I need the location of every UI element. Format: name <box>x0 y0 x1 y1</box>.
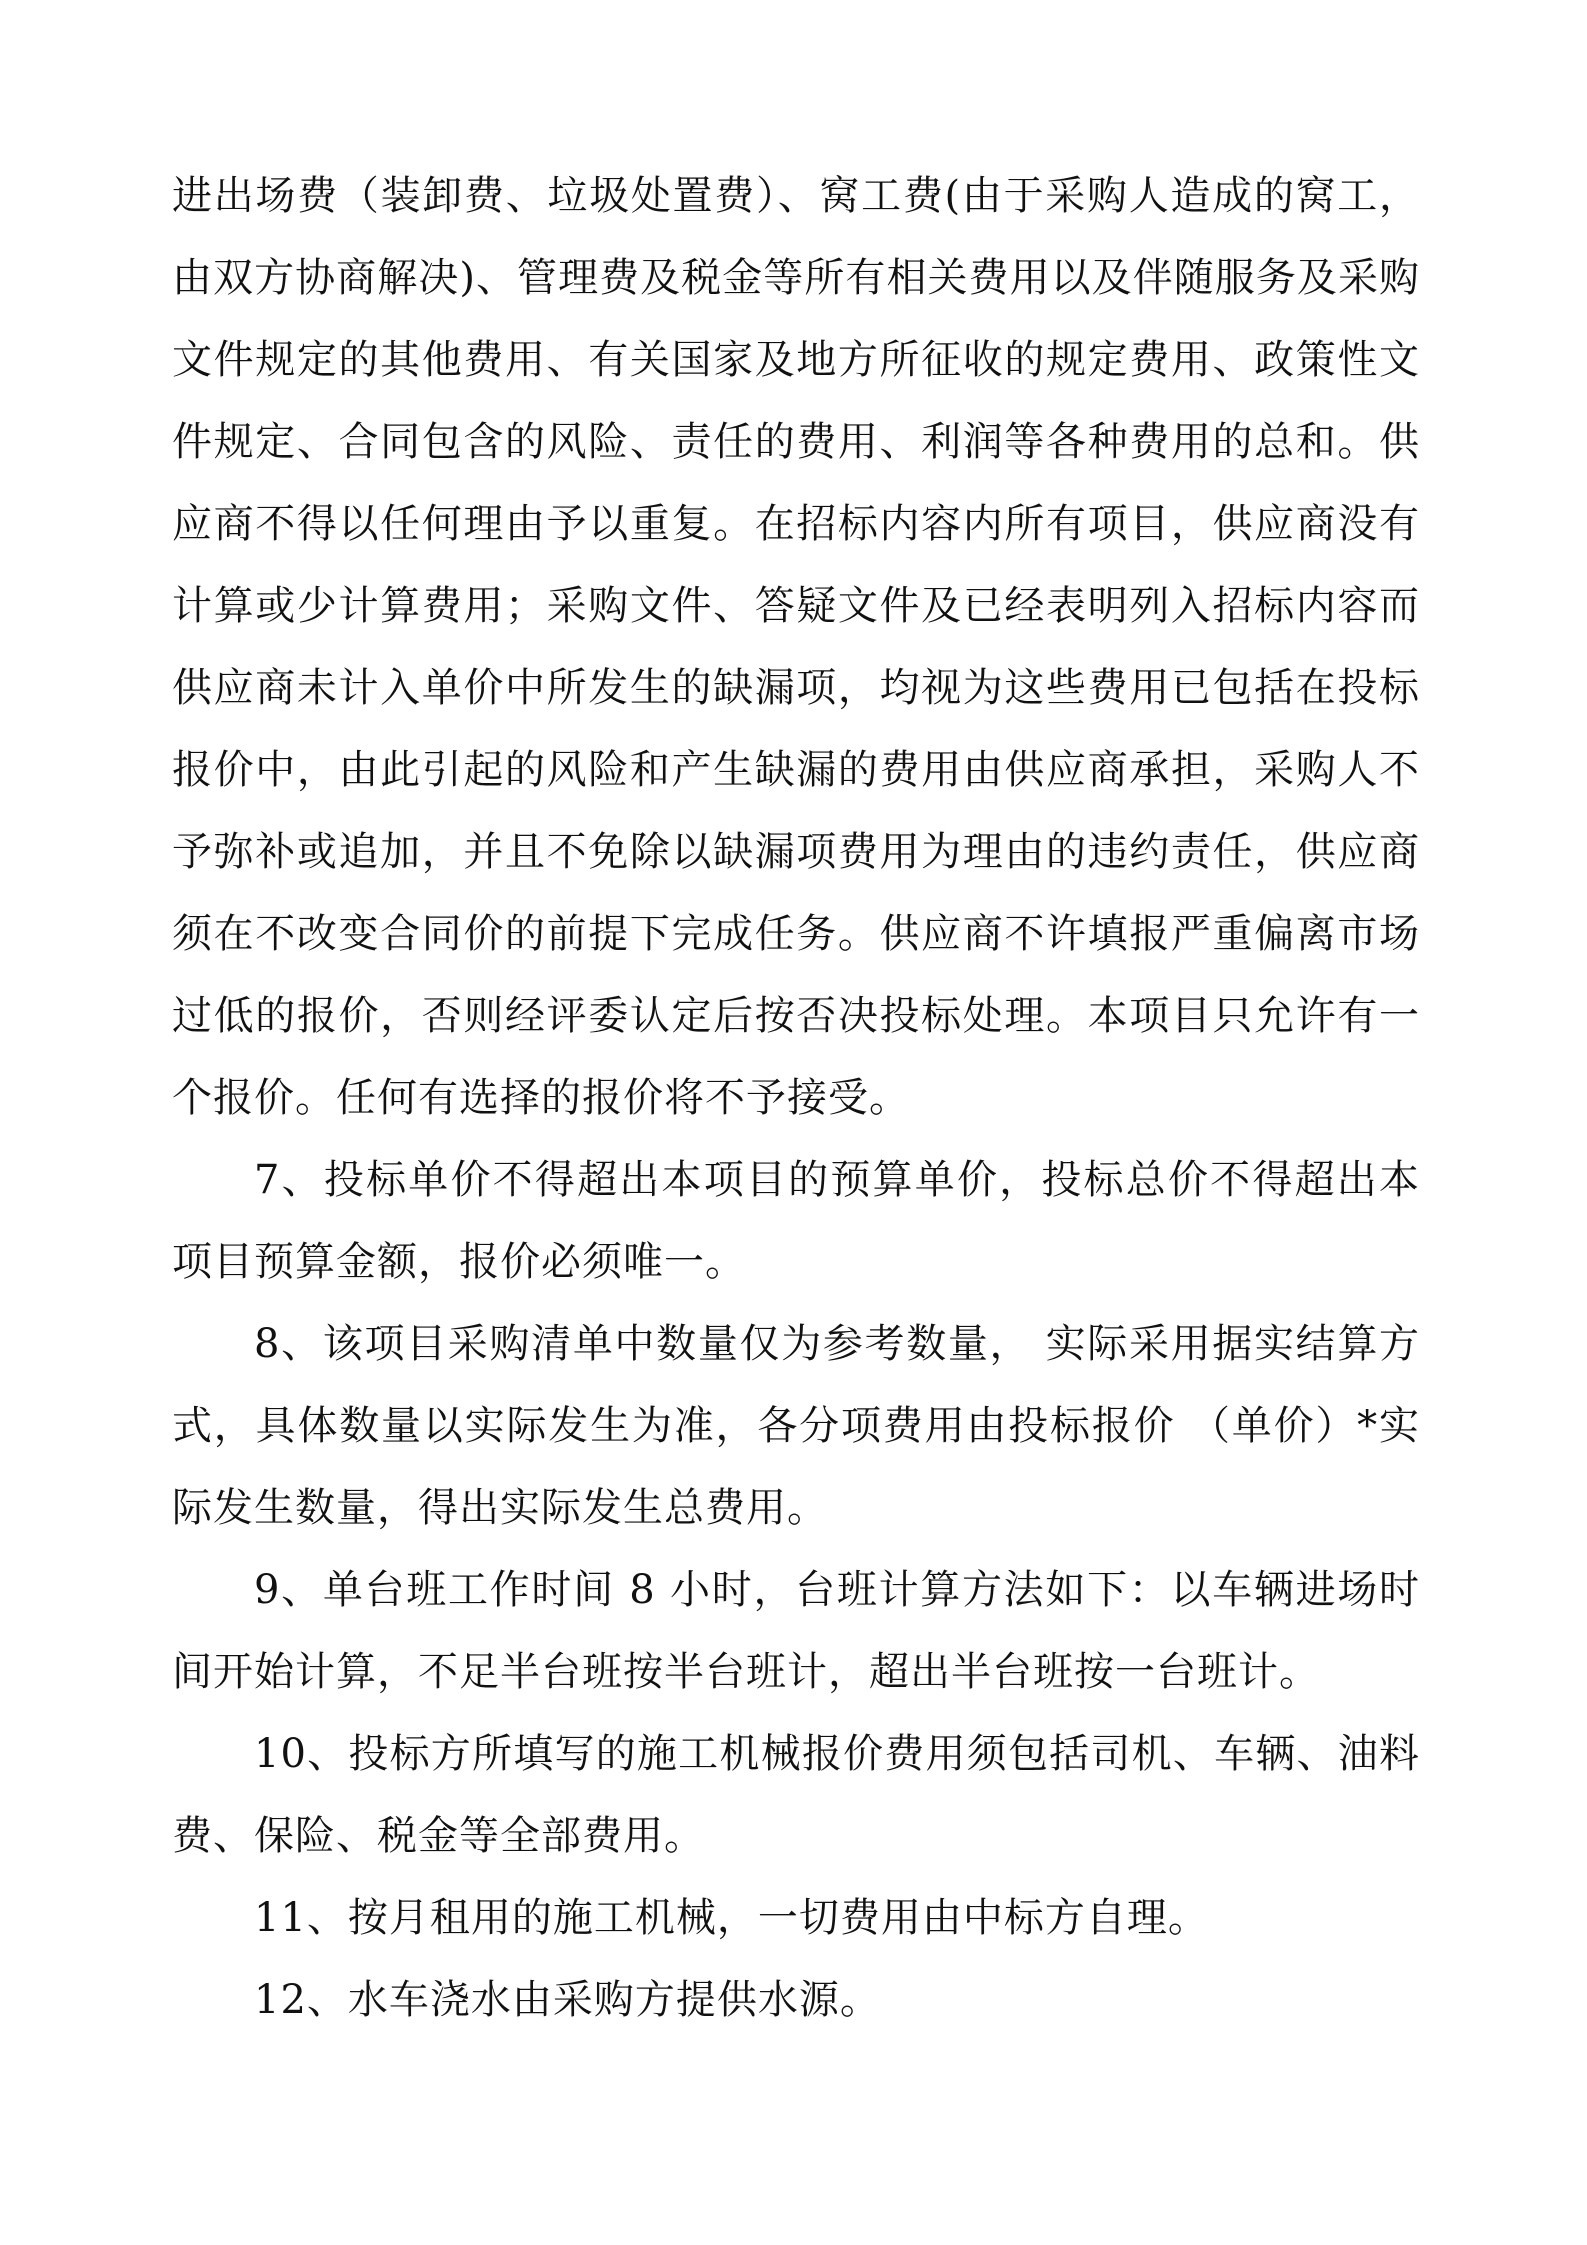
paragraph-item-10: 10、投标方所填写的施工机械报价费用须包括司机、车辆、油料费、保险、税金等全部费用。 <box>172 1731 1420 1859</box>
document-page <box>172 155 1420 2041</box>
paragraph-item-11: 11、按月租用的施工机械，一切费用由中标方自理。 <box>254 1895 1209 1941</box>
paragraph-item-9: 9、单台班工作时间 8 小时，台班计算方法如下：以车辆进场时间开始计算，不足半台班按半台班计，超出半台班按一台班计。 <box>172 1567 1420 1695</box>
paragraph-continuation: 进出场费（装卸费、垃圾处置费）、窝工费(由于采购人造成的窝工，由双方协商解决)、管理费及税金等所有相关费用以及伴随服务及采购文件规定的其他费用、有关国家及地方所征收的规定费用、政策性文件规定、合同包含的风险、责任的费用、利润等各种费用的总和。供应商不得以任何理由予以重复。在招标内容内所有项目，供应商没有计算或少计算费用；采购文件、答疑文件及已经表明列入招标内容而供应商未计入单价中所发生的缺漏项，均视为这些费用已包括在投标报价中，由此引起的风险和产生缺漏的费用由供应商承担，采购人不予弥补或追加，并且不免除以缺漏项费用为理由的违约责任，供应商须在不改变合同价的前提下完成任务。供应商不许填报严重偏离市场过低的报价，否则经评委认定后按否决投标处理。本项目只允许有一个报价。任何有选择的报价将不予接受。 <box>172 173 1420 1121</box>
paragraph-item-7: 7、投标单价不得超出本项目的预算单价，投标总价不得超出本项目预算金额，报价必须唯一。 <box>172 1157 1420 1285</box>
paragraph-item-8: 8、该项目采购清单中数量仅为参考数量， 实际采用据实结算方式，具体数量以实际发生为准，各分项费用由投标报价 （单价）*实际发生数量，得出实际发生总费用。 <box>172 1321 1420 1531</box>
paragraph-item-12: 12、水车浇水由采购方提供水源。 <box>254 1977 881 2023</box>
